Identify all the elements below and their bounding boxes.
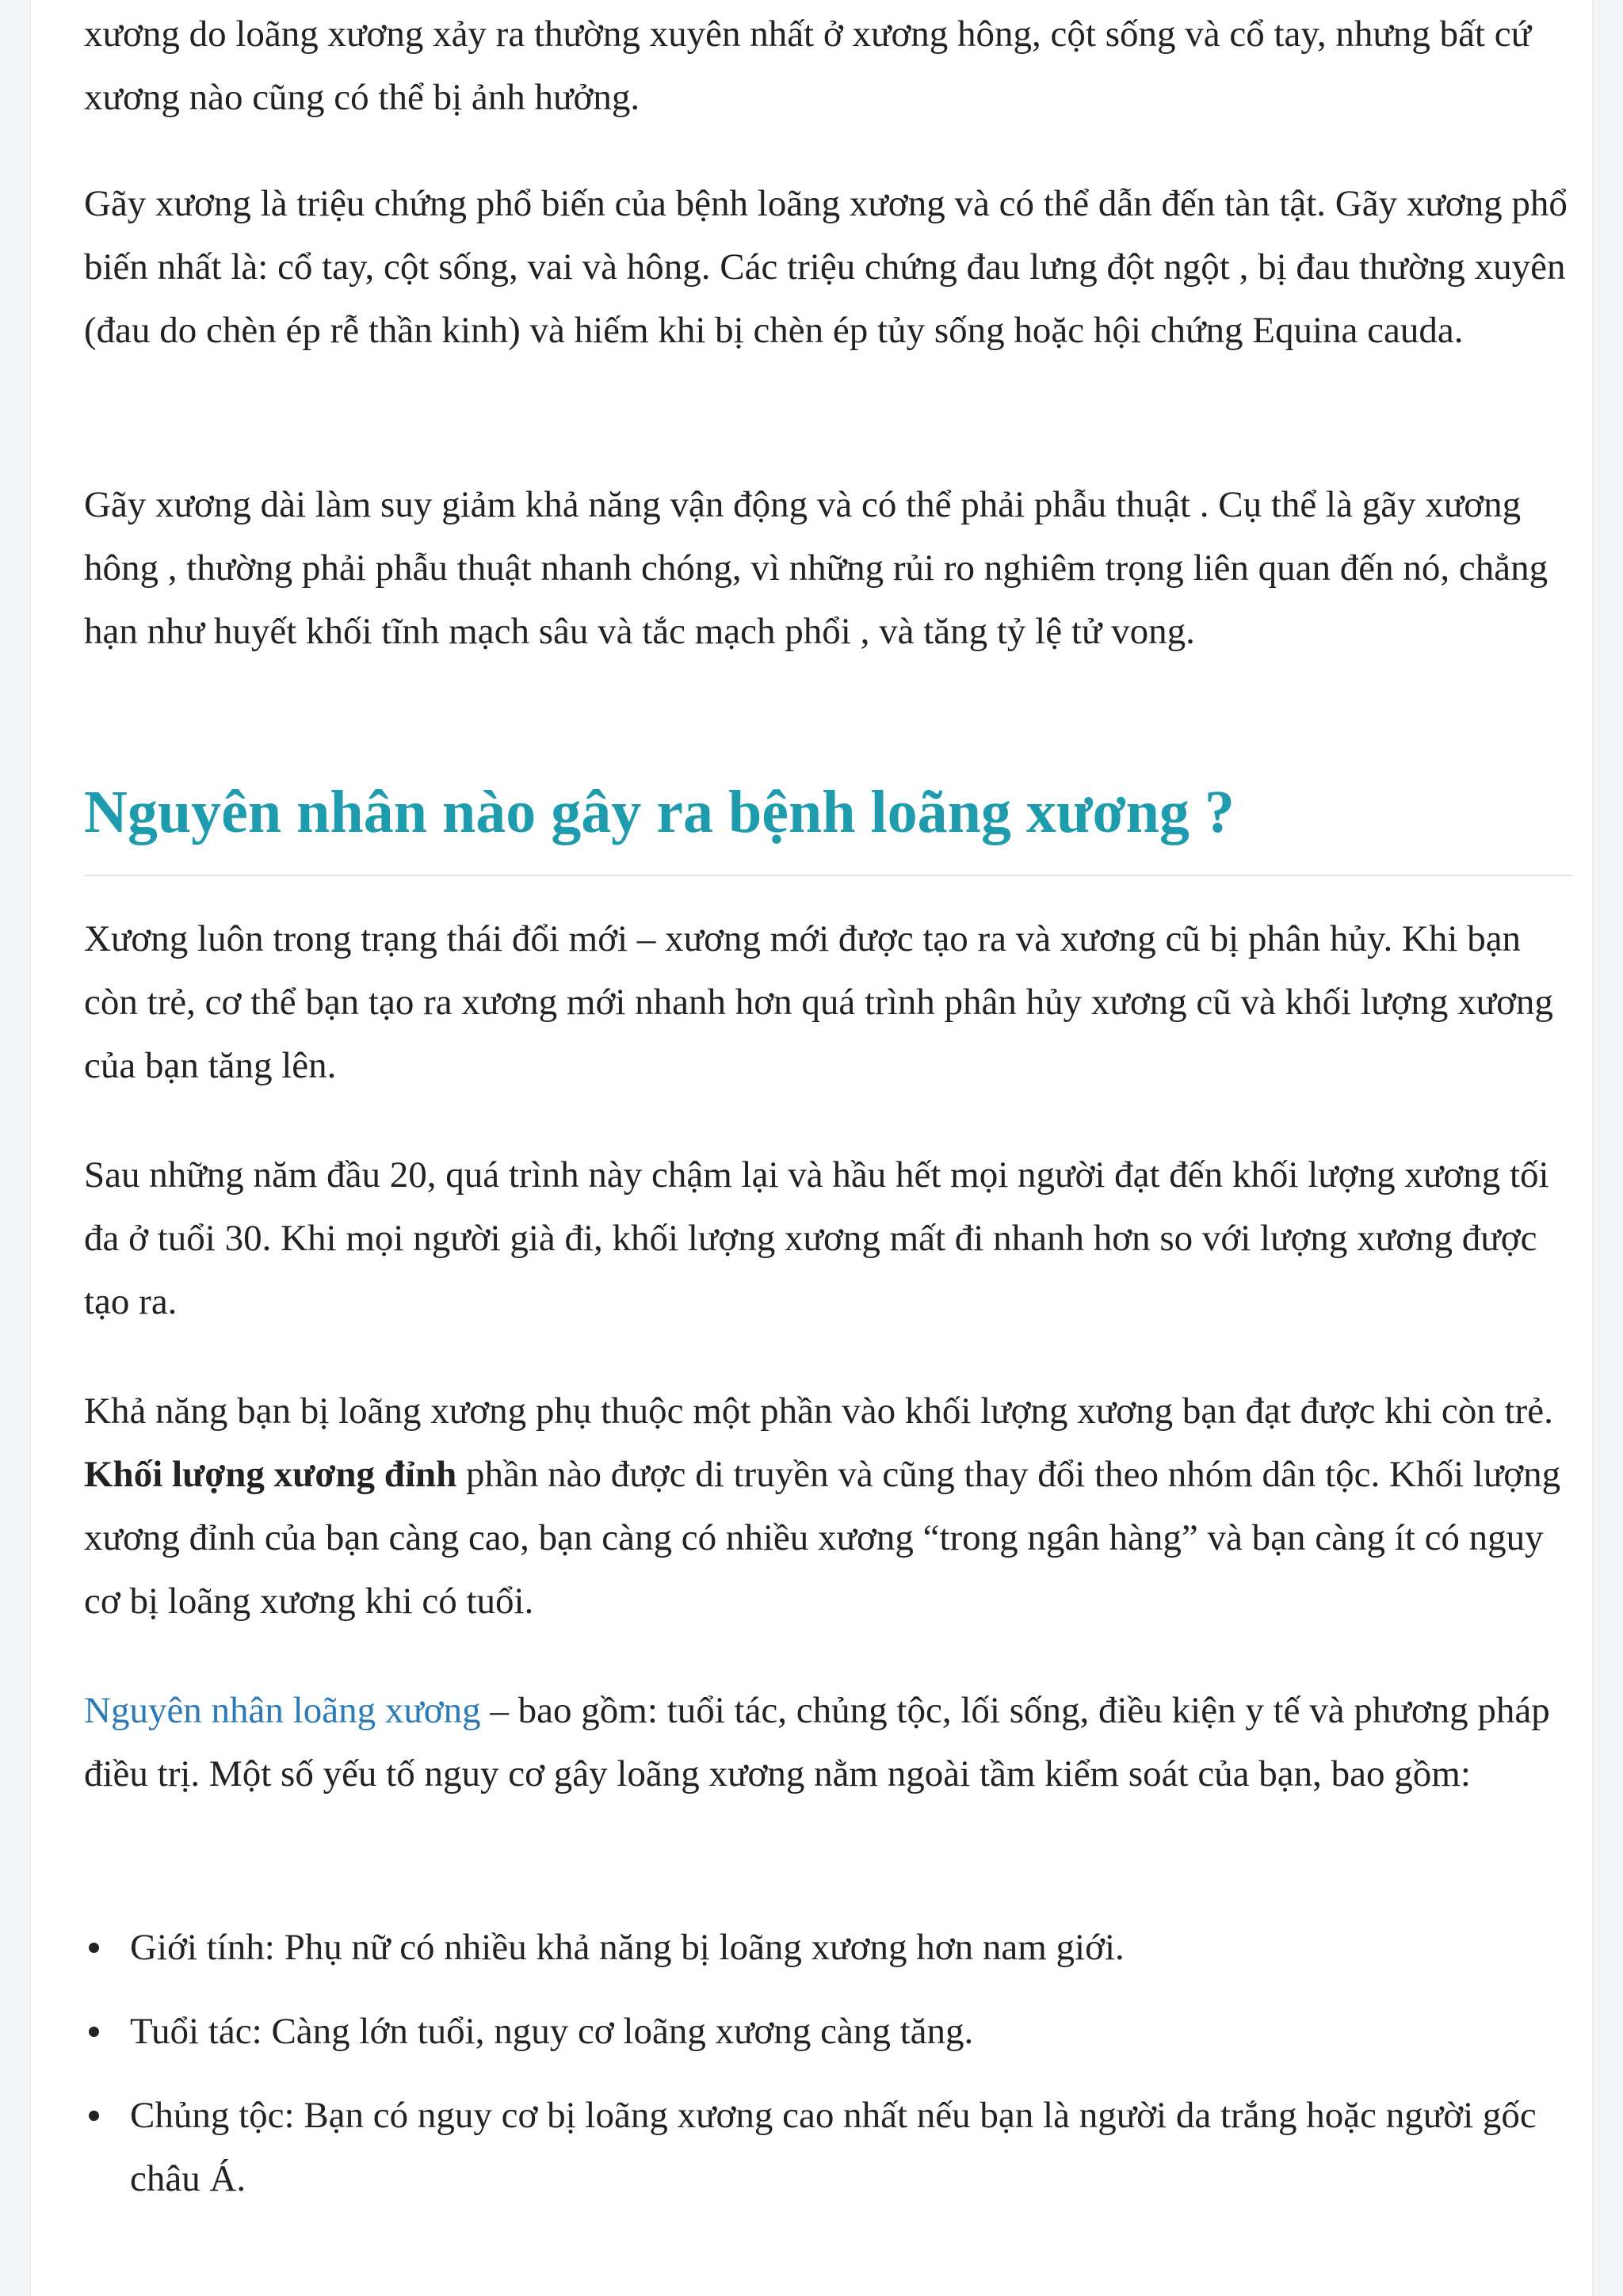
risk-factor-list — [84, 1916, 1574, 2231]
paragraph-fracture-sites: xương do loãng xương xảy ra thường xuyên nhất ở xương hông, cột sống và cổ tay, nhưng bất cứ xương nào cũng có thể bị ảnh hưởng. — [84, 13, 1532, 118]
peak-text-after: phần nào được di truyền và cũng thay đổi theo nhóm dân tộc. Khối lượng xương đỉnh của bạn càng cao, bạn càng có nhiều xương “trong ngân hàng” và bạn càng ít có nguy cơ bị loãng xương khi có tuổi. — [84, 1454, 1561, 1622]
paragraph-bone-renewal: Xương luôn trong trạng thái đổi mới – xương mới được tạo ra và xương cũ bị phân hủy. Khi bạn còn trẻ, cơ thể bạn tạo ra xương mới nhanh hơn quá trình phân hủy xương cũ và khối lượng xương của bạn tăng lên. — [84, 918, 1553, 1086]
paragraph-long-bone-fracture: Gãy xương dài làm suy giảm khả năng vận động và có thể phải phẫu thuật . Cụ thể là gãy xương hông , thường phải phẫu thuật nhanh chóng, vì những rủi ro nghiêm trọng liên quan đến nó, chẳng hạn như huyết khối tĩnh mạch sâu và tắc mạch phổi , và tăng tỷ lệ tử vong. — [84, 484, 1549, 652]
causes-text: – bao gồm: tuổi tác, chủng tộc, lối sống, điều kiện y tế và phương pháp điều trị. Một số yếu tố nguy cơ gây loãng xương nằm ngoài tầm kiểm soát của bạn, bao gồm: — [84, 1690, 1550, 1794]
list-item-gender — [84, 1916, 1574, 1979]
list-item-age — [84, 2000, 1574, 2063]
paragraph-fracture-symptoms: Gãy xương là triệu chứng phổ biến của bệnh loãng xương và có thể dẫn đến tàn tật. Gãy xương phổ biến nhất là: cổ tay, cột sống, vai và hông. Các triệu chứng đau lưng đột ngột , bị đau thường xuyên (đau do chèn ép rễ thần kinh) và hiếm khi bị chèn ép tủy sống hoặc hội chứng Equina cauda. — [84, 183, 1568, 351]
causes-link[interactable]: Nguyên nhân loãng xương — [84, 1690, 481, 1731]
paragraph-peak-age: Sau những năm đầu 20, quá trình này chậm lại và hầu hết mọi người đạt đến khối lượng xương tối đa ở tuổi 30. Khi mọi người già đi, khối lượng xương mất đi nhanh hơn so với lượng xương được tạo ra. — [84, 1154, 1549, 1322]
paragraph-peak-bone-mass — [84, 1379, 1574, 1633]
article-page — [30, 0, 1593, 2296]
bullet-icon — [89, 2111, 99, 2121]
section-heading-causes: Nguyên nhân nào gây ra bệnh loãng xương ? — [84, 779, 1235, 845]
peak-bone-mass-bold: Khối lượng xương đỉnh — [84, 1454, 457, 1495]
bullet-icon — [89, 1943, 99, 1953]
list-item-text: Tuổi tác: Càng lớn tuổi, nguy cơ loãng xương càng tăng. — [130, 2011, 974, 2052]
list-item-text: Chủng tộc: Bạn có nguy cơ bị loãng xương cao nhất nếu bạn là người da trắng hoặc người gốc châu Á. — [130, 2095, 1537, 2199]
list-item-race — [84, 2084, 1574, 2210]
list-item-text: Giới tính: Phụ nữ có nhiều khả năng bị loãng xương hơn nam giới. — [130, 1927, 1125, 1968]
bullet-icon — [89, 2027, 99, 2037]
heading-divider — [84, 875, 1572, 876]
peak-text-before: Khả năng bạn bị loãng xương phụ thuộc một phần vào khối lượng xương bạn đạt được khi còn trẻ. — [84, 1390, 1553, 1432]
paragraph-causes — [84, 1679, 1574, 1806]
